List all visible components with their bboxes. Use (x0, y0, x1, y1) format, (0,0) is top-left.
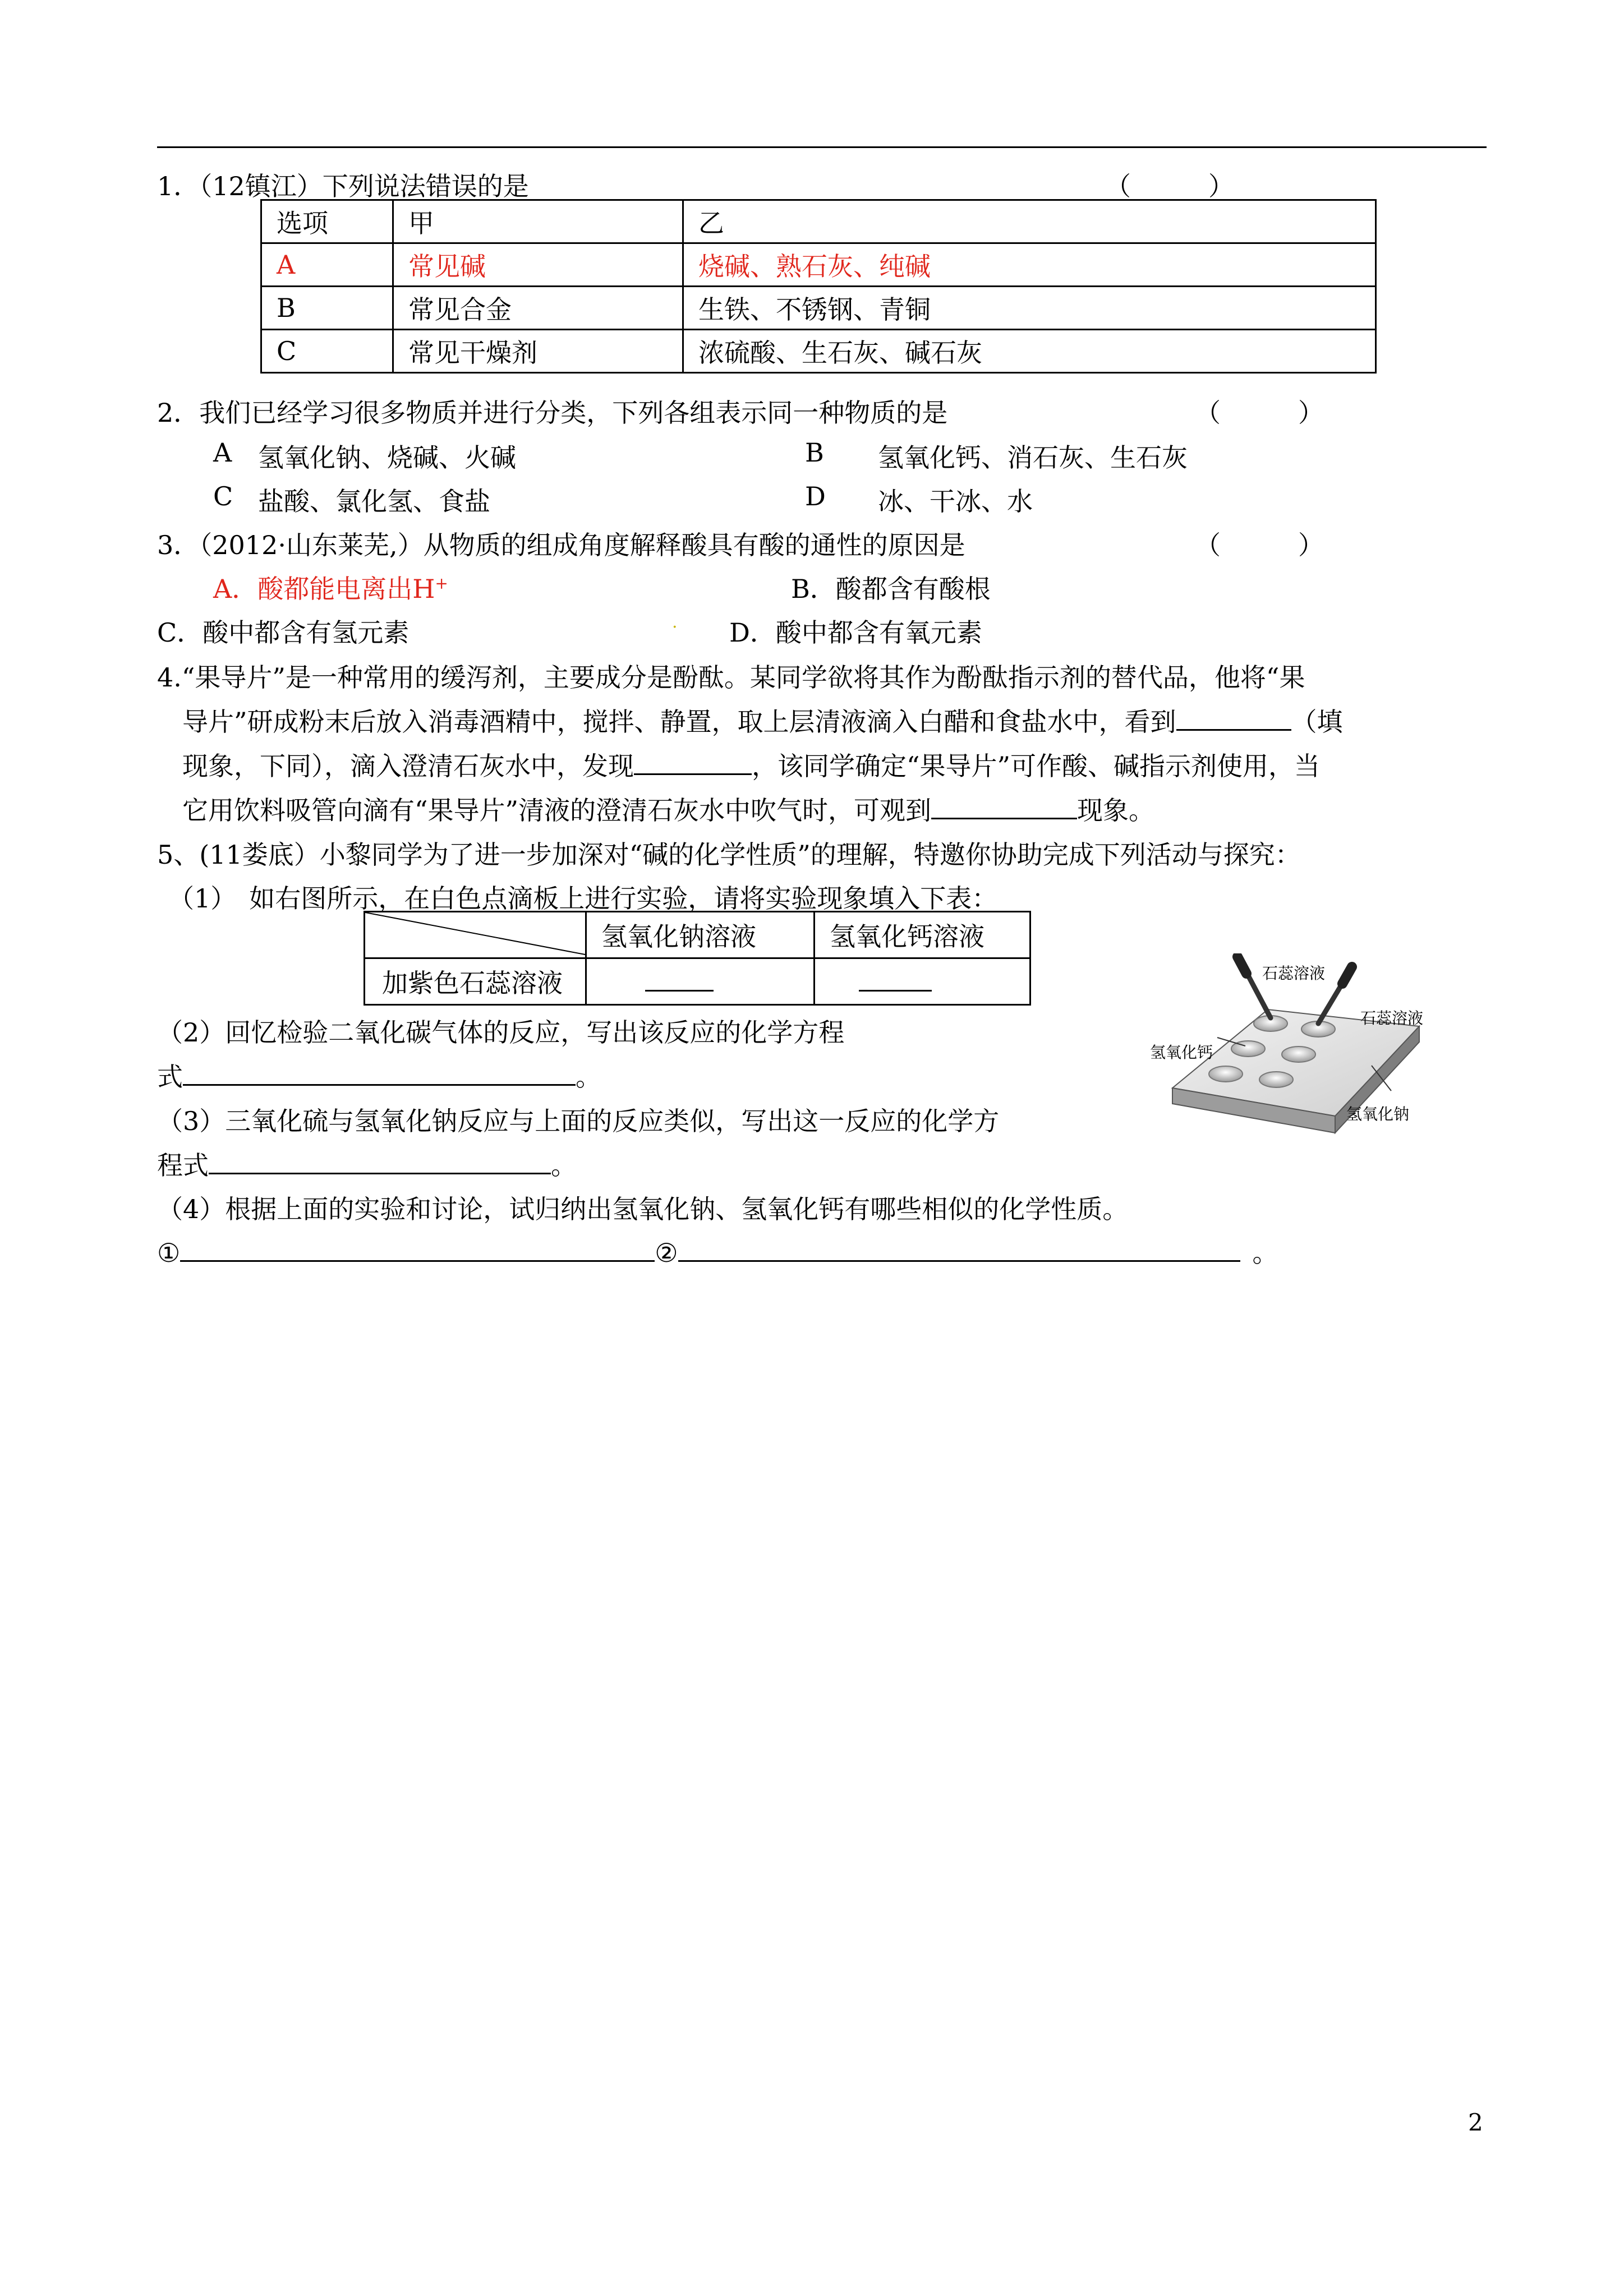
q4-line3 (182, 746, 1320, 783)
q5-table (364, 911, 1031, 1006)
q5-blank-equation-2[interactable] (209, 1148, 551, 1174)
q4-line3-text: 现象，下同），滴入澄清石灰水中，发现 (182, 751, 634, 781)
q3-stem: 3．（2012·山东莱芜,）从物质的组成角度解释酸具有酸的通性的原因是 (157, 530, 965, 560)
q3-option-c: C．酸中都含有氢元素 (157, 617, 410, 648)
q3-option-b: B．酸都含有酸根 (791, 574, 991, 604)
answer-cell (815, 958, 1030, 1005)
stray-dot: . (672, 612, 678, 632)
header-cell: 乙 (683, 200, 1376, 243)
diagonal-line (365, 912, 586, 957)
header-rule (157, 146, 1487, 148)
table-cell: C (261, 330, 393, 373)
q5-part2-line1: （2）回忆检验二氧化碳气体的反应，写出该反应的化学方程 (157, 1017, 845, 1048)
q4-blank-3[interactable] (931, 793, 1077, 819)
q4-line2-tail: （填 (1291, 707, 1343, 737)
q5-part2-label: 式 (157, 1062, 183, 1092)
q2-option-d: 冰、干冰、水 (878, 486, 1033, 517)
table-header-row (261, 200, 1376, 243)
q3-option-a (213, 569, 448, 606)
q1-stem: 1．（12镇江）下列说法错误的是 (157, 171, 529, 201)
header-cell: 选项 (261, 200, 393, 243)
header-cell: 氢氧化钙溶液 (815, 912, 1030, 958)
table-cell: 浓硫酸、生石灰、碱石灰 (683, 330, 1376, 373)
q2-option-a: 氢氧化钠、烧碱、火碱 (258, 442, 516, 473)
q5-part3-label: 程式 (157, 1150, 209, 1181)
q4-line1: 4.“果导片”是一种常用的缓泻剂，主要成分是酚酞。某同学欲将其作为酚酞指示剂的替代品，他将“果 (157, 662, 1305, 693)
table-row (261, 243, 1376, 287)
q4-line2-text: 导片”研成粉末后放入消毒酒精中，搅拌、静置，取上层清液滴入白醋和食盐水中，看到 (182, 707, 1176, 737)
q5-part3-end: 。 (551, 1150, 577, 1181)
q2-option-c-letter: C (213, 481, 233, 511)
q2-option-c: 盐酸、氯化氢、食盐 (258, 486, 490, 517)
table-cell: 常见干燥剂 (393, 330, 683, 373)
q5-part4: （4）根据上面的实验和讨论，试归纳出氢氧化钠、氢氧化钙有哪些相似的化学性质。 (157, 1194, 1129, 1224)
table-cell: B (261, 287, 393, 330)
q5-blank-equation-1[interactable] (183, 1059, 576, 1086)
q5-part3-line2 (157, 1145, 577, 1182)
circle-two: ② (655, 1238, 678, 1268)
q4-line3-tail: ，该同学确定“果导片”可作酸、碱指示剂使用，当 (752, 751, 1321, 781)
diagonal-cell (365, 912, 586, 958)
header-cell: 氢氧化钠溶液 (586, 912, 815, 958)
q3-option-d: D．酸中都含有氧元素 (729, 617, 982, 648)
q4-line2 (182, 702, 1343, 739)
q5-blank-property-2[interactable] (678, 1235, 1240, 1262)
q5-part1: （1） 如右图所示，在白色点滴板上进行实验，请将实验现象填入下表： (168, 883, 998, 914)
figure-label-right: 石蕊溶液 (1360, 1009, 1424, 1027)
q5-stem: 5、(11娄底）小黎同学为了进一步加深对“碱的化学性质”的理解，特邀你协助完成下列活动与探究： (157, 840, 1301, 870)
q4-blank-1[interactable] (1176, 704, 1291, 731)
q3-option-a-text: A．酸都能电离出H (213, 574, 435, 604)
table-row (261, 330, 1376, 373)
q2-option-b: 氢氧化钙、消石灰、生石灰 (878, 442, 1188, 473)
q2-option-d-letter: D (805, 481, 826, 511)
q5-part2-line2 (157, 1057, 601, 1094)
q5-blank-property-1[interactable] (180, 1235, 655, 1262)
q2-answer-paren: （ ） (1195, 398, 1324, 428)
q5-blank-caoh[interactable] (859, 965, 932, 992)
table-row (261, 287, 1376, 330)
figure-label-left: 氢氧化钙 (1150, 1043, 1213, 1062)
table-cell: 常见碱 (393, 243, 683, 287)
table-cell: A (261, 243, 393, 287)
answer-cell (586, 958, 815, 1005)
figure-label-top: 石蕊溶液 (1262, 964, 1326, 983)
q5-part4-answers (157, 1233, 1278, 1270)
q1-table (260, 199, 1377, 374)
table-row (365, 958, 1030, 1005)
q2-option-b-letter: B (805, 437, 824, 468)
q4-line4-tail: 现象。 (1077, 795, 1155, 826)
q5-blank-naoh[interactable] (645, 965, 714, 992)
page-number: 2 (1468, 2109, 1483, 2136)
table-cell: 生铁、不锈钢、青铜 (683, 287, 1376, 330)
table-cell: 常见合金 (393, 287, 683, 330)
q2-stem: 2．我们已经学习很多物质并进行分类，下列各组表示同一种物质的是 (157, 398, 948, 428)
q4-line4-text: 它用饮料吸管向滴有“果导片”清液的澄清石灰水中吹气时，可观到 (182, 795, 932, 826)
q5-part2-end: 。 (576, 1062, 601, 1092)
table-header-row (365, 912, 1030, 958)
q2-option-a-letter: A (213, 437, 232, 468)
q3-answer-paren: （ ） (1195, 530, 1324, 560)
q5-part3-line1: （3）三氧化硫与氢氧化钠反应与上面的反应类似，写出这一反应的化学方 (157, 1106, 1000, 1136)
figure-label-bottom: 氢氧化钠 (1346, 1105, 1410, 1123)
q1-answer-paren: （ ） (1105, 171, 1234, 201)
q4-blank-2[interactable] (634, 749, 752, 775)
header-cell: 甲 (393, 200, 683, 243)
row-label: 加紫色石蕊溶液 (365, 958, 586, 1005)
q4-line4 (182, 790, 1154, 827)
q3-option-a-sup: + (435, 574, 448, 593)
q5-part4-end: 。 (1252, 1238, 1278, 1268)
table-cell: 烧碱、熟石灰、纯碱 (683, 243, 1376, 287)
circle-one: ① (157, 1238, 181, 1268)
